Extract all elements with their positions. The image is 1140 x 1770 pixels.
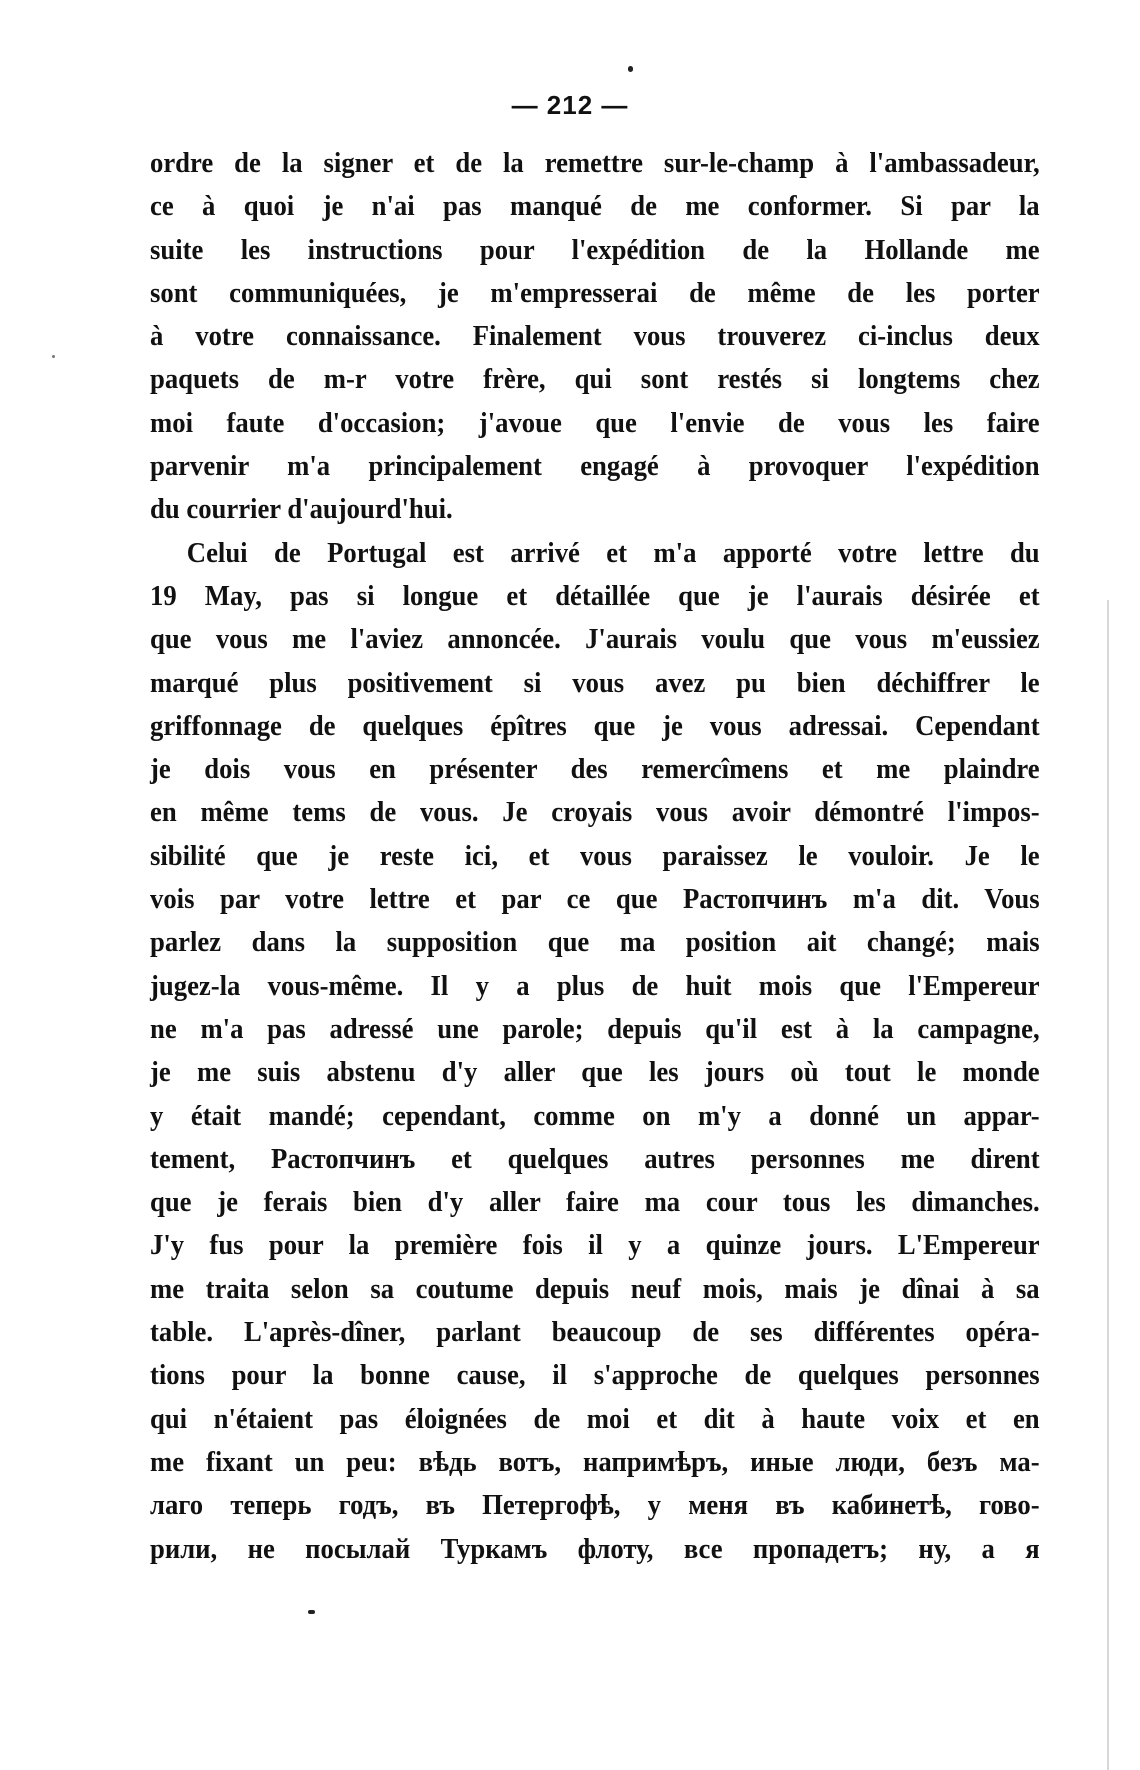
text-line: table. L'après-dîner, parlant beaucoup de ses différentes opéra- — [150, 1316, 1040, 1349]
text-line: moi faute d'occasion; j'avoue que l'envie de vous les faire — [150, 406, 1040, 439]
text-line: du courrier d'aujourd'hui. — [150, 493, 453, 526]
text-line: tement, Растопчинъ et quelques autres personnes me dirent — [150, 1142, 1040, 1175]
text-line: Celui de Portugal est arrivé et m'a apporté votre lettre du — [186, 536, 1040, 569]
text-line: parvenir m'a principalement engagé à provoquer l'expédition — [150, 450, 1040, 483]
text-line: vois par votre lettre et par ce que Растопчинъ m'a dit. Vous — [150, 883, 1040, 916]
text-line: qui n'étaient pas éloignées de moi et dit à haute voix et en — [150, 1402, 1040, 1435]
page-number: — 212 — — [511, 90, 629, 120]
text-line: je me suis abstenu d'y aller que les jours où tout le monde — [150, 1056, 1040, 1089]
text-line: рили, не посылай Туркамъ флоту, все пропадетъ; ну, а я — [150, 1532, 1040, 1565]
text-line: sibilité que je reste ici, et vous paraissez le vouloir. Je le — [150, 839, 1040, 872]
text-line: en même tems de vous. Je croyais vous avoir démontré l'impos- — [150, 796, 1040, 829]
text-line: que je ferais bien d'y aller faire ma cour tous les dimanches. — [150, 1186, 1040, 1219]
text-line: tions pour la bonne cause, il s'approche de quelques personnes — [150, 1359, 1040, 1392]
text-line: marqué plus positivement si vous avez pu bien déchiffrer le — [150, 666, 1040, 699]
text-line: y était mandé; cependant, comme on m'y a donné un appar- — [150, 1099, 1040, 1132]
paragraph-2 — [150, 532, 1040, 1571]
text-line: me traita selon sa coutume depuis neuf mois, mais je dînai à sa — [150, 1272, 1040, 1305]
text-line: ce à quoi je n'ai pas manqué de me conformer. Si par la — [150, 190, 1040, 223]
text-line: me fixant un peu: вѣдь вотъ, напримѣръ, иные люди, безъ ма- — [150, 1445, 1040, 1478]
text-line: paquets de m-r votre frère, qui sont restés si longtems chez — [150, 363, 1040, 396]
text-line: jugez-la vous-même. Il y a plus de huit mois que l'Empereur — [150, 969, 1040, 1002]
page-edge-shadow — [1107, 600, 1109, 1770]
text-line: griffonnage de quelques épîtres que je vous adressai. Cependant — [150, 709, 1040, 742]
paragraph-1 — [150, 142, 1040, 532]
text-line: ordre de la signer et de la remettre sur-le-champ à l'ambassadeur, — [150, 147, 1040, 179]
text-line: sont communiquées, je m'empresserai de même de les porter — [150, 276, 1040, 309]
text-line: 19 May, pas si longue et détaillée que je l'aurais désirée et — [150, 579, 1040, 612]
text-line: que vous me l'aviez annoncée. J'aurais voulu que vous m'eussiez — [150, 623, 1040, 656]
text-line: je dois vous en présenter des remercîmens et me plaindre — [150, 753, 1040, 786]
ink-speck-left — [52, 355, 55, 358]
ink-speck-top — [628, 66, 633, 72]
ink-speck-bottom — [308, 1610, 315, 1614]
text-line: J'y fus pour la première fois il y a quinze jours. L'Empereur — [150, 1229, 1040, 1262]
body-text — [150, 142, 1040, 1571]
text-line: лаго теперь годъ, въ Петергофѣ, у меня въ кабинетѣ, гово- — [150, 1489, 1040, 1522]
text-line: à votre connaissance. Finalement vous trouverez ci-inclus deux — [150, 320, 1040, 353]
text-line: suite les instructions pour l'expédition de la Hollande me — [150, 233, 1040, 266]
text-line: parlez dans la supposition que ma position ait changé; mais — [150, 926, 1040, 959]
text-line: ne m'a pas adressé une parole; depuis qu'il est à la campagne, — [150, 1012, 1040, 1045]
